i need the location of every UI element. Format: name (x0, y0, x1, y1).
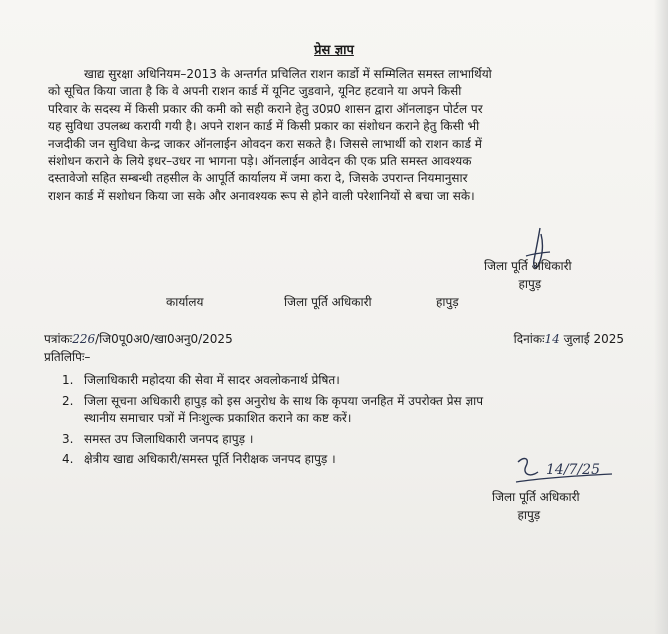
paragraph-line: खाद्य सुरक्षा अधिनियम–2013 के अन्तर्गत प्रचिलित राशन कार्डो में सम्मिलित समस्त लाभार्थियो (84, 67, 492, 81)
list-item-text: जिलाधिकारी महोदया की सेवा में सादर अवलोकनार्थ प्रेषित। (84, 373, 340, 387)
dinank (514, 330, 624, 347)
list-item-number: 2. (62, 393, 74, 408)
list-item-number: 3. (62, 431, 74, 446)
signature-place: हापुड़ (518, 277, 542, 291)
footer-signature-place: हापुड़ (517, 508, 541, 522)
date-suffix: जुलाई 2025 (559, 332, 624, 346)
date-label: दिनांकः (513, 332, 545, 346)
list-item (62, 393, 614, 428)
copies-label: प्रतिलिपिः– (44, 350, 91, 364)
office-officer: जिला पूर्ति अधिकारी (284, 295, 372, 309)
title-text: प्रेस ज्ञाप (314, 43, 354, 58)
paragraph-line: परिवार के सदस्य में किसी प्रकार की कमी को सही कराने हेतु उ0प्र0 शासन द्वारा ऑनलाइन पोर्टल पर (48, 101, 483, 116)
paragraph-line: नजदीकी जन सुविधा केन्द्र जाकर ऑनलाईन ओवदन करा सकते है। जिससे लाभार्थी को राशन कार्ड में (48, 136, 482, 151)
paragraph-line: राशन कार्ड में सशोधन किया जा सके और अनावश्यक रूप से होने वाली परेशानियों से बचा जा सके। (48, 188, 475, 203)
list-item (62, 431, 614, 449)
list-item-text: क्षेत्रीय खाद्य अधिकारी/समस्त पूर्ति निरीक्षक जनपद हापुड़ । (84, 452, 336, 466)
notice-signature-block (484, 257, 572, 293)
signature-title: जिला पूर्ति अधिकारी (484, 259, 572, 273)
footer-handwritten-date: 14/7/25 (546, 462, 600, 478)
paragraph-line: यह सुविधा उपलब्ध करायी गयी है। अपने राशन कार्ड में किसी प्रकार का संशोधन कराने हेतु किसी भी (48, 119, 480, 134)
page-edge-shadow (654, 0, 668, 634)
footer-signature-scribble (512, 452, 624, 488)
list-item (62, 372, 614, 390)
office-label: कार्यालय (166, 295, 204, 309)
patrank (44, 330, 233, 347)
date-handwritten-day: 14 (544, 332, 560, 346)
patrank-label: पत्रांकः (44, 332, 73, 346)
paragraph-line: को सूचित किया जाता है कि वे अपनी राशन कार्ड में यूनिट जुडवाने, यूनिट हटवाने या अपने किसी (48, 84, 462, 99)
footer-signature-title: जिला पूर्ति अधिकारी (492, 490, 580, 504)
list-item-number: 1. (62, 373, 74, 387)
list-item-text: जिला सूचना अधिकारी हापुड़ को इस अनुरोध के साथ कि कृपया जनहित में उपरोक्त प्रेस ज्ञाप (84, 393, 484, 408)
office-place: हापुड़ (436, 295, 459, 309)
paragraph-line: दस्तावेजो सहित सम्बन्धी तहसील के आपूर्ति कार्यालय में जमा करा दे, जिसके उपरान्त नियमानुसार (48, 171, 468, 186)
document-title (0, 40, 668, 58)
notice-paragraph (48, 66, 613, 205)
patrank-handwritten-number: 226 (72, 332, 96, 346)
paragraph-line: संशोधन कराने के लिये इधर–उधर ना भागना पड़े। ऑनलाईन आवेदन की एक प्रति समस्त आवश्यक (48, 154, 472, 169)
list-item-number: 4. (62, 452, 74, 466)
list-item-text: स्थानीय समाचार पत्रों में निःशुल्क प्रकाशित कराने का कष्ट करें। (84, 411, 352, 425)
list-item-text: समस्त उप जिलाधिकारी जनपद हापुड़ । (84, 431, 254, 446)
patrank-suffix: /जि0पू0अ0/खा0अनु0/2025 (95, 332, 233, 346)
footer-signature-block (492, 488, 580, 524)
